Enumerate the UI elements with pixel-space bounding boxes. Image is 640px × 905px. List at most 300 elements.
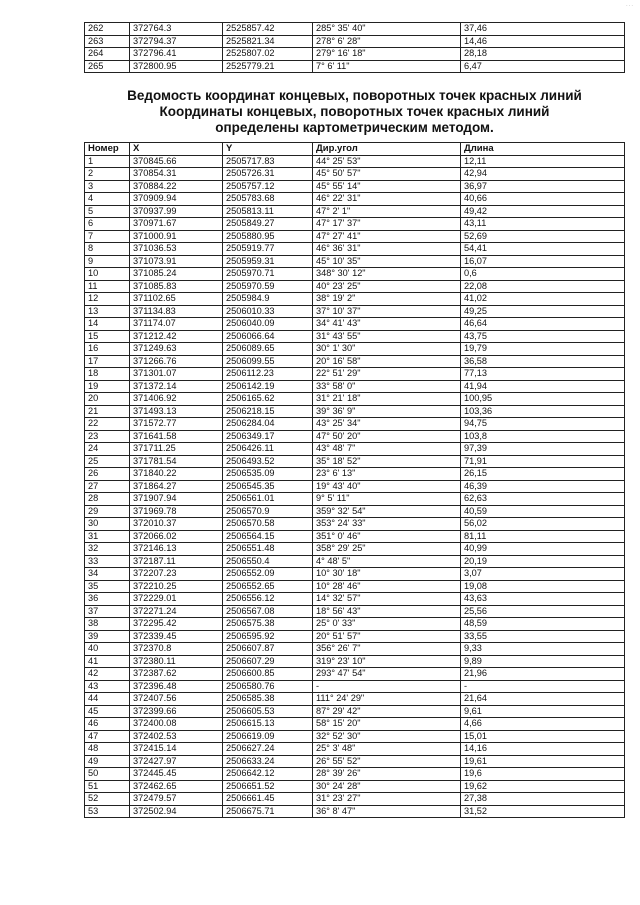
cell-number: 42 bbox=[85, 668, 130, 681]
cell-x: 372396.48 bbox=[130, 680, 223, 693]
cell-length: 81,11 bbox=[461, 530, 625, 543]
cell-x: 372427.97 bbox=[130, 755, 223, 768]
cell-x: 371907.94 bbox=[130, 493, 223, 506]
cell-y: 2505970.59 bbox=[223, 280, 313, 293]
table-row bbox=[85, 593, 625, 606]
cell-angle: - bbox=[313, 680, 461, 693]
cell-length: 28,18 bbox=[461, 48, 625, 61]
cell-length: 56,02 bbox=[461, 518, 625, 531]
cell-angle: 32° 52' 30" bbox=[313, 730, 461, 743]
cell-y: 2506564.15 bbox=[223, 530, 313, 543]
table-row bbox=[85, 355, 625, 368]
table-row bbox=[85, 780, 625, 793]
cell-y: 2506284.04 bbox=[223, 418, 313, 431]
table-row bbox=[85, 668, 625, 681]
cell-number: 33 bbox=[85, 555, 130, 568]
cell-y: 2506040.09 bbox=[223, 318, 313, 331]
cell-y: 2525779.21 bbox=[223, 60, 313, 73]
cell-number: 16 bbox=[85, 343, 130, 356]
cell-y: 2506585.38 bbox=[223, 693, 313, 706]
cell-number: 23 bbox=[85, 430, 130, 443]
cell-length: 77,13 bbox=[461, 368, 625, 381]
cell-y: 2506570.9 bbox=[223, 505, 313, 518]
cell-x: 370971.67 bbox=[130, 218, 223, 231]
cell-x: 372210.25 bbox=[130, 580, 223, 593]
cell-angle: 44° 25' 53" bbox=[313, 155, 461, 168]
cell-y: 2506595.92 bbox=[223, 630, 313, 643]
cell-number: 19 bbox=[85, 380, 130, 393]
cell-x: 372271.24 bbox=[130, 605, 223, 618]
cell-angle: 359° 32' 54" bbox=[313, 505, 461, 518]
cell-angle: 278° 6' 28" bbox=[313, 35, 461, 48]
cell-y: 2506142.19 bbox=[223, 380, 313, 393]
table-row bbox=[85, 218, 625, 231]
cell-angle: 33° 58' 0" bbox=[313, 380, 461, 393]
cell-length: 46,64 bbox=[461, 318, 625, 331]
cell-x: 371073.91 bbox=[130, 255, 223, 268]
cell-x: 371134.83 bbox=[130, 305, 223, 318]
coordinates-table-body bbox=[85, 155, 625, 818]
document-title bbox=[84, 88, 625, 136]
cell-angle: 279° 16' 18" bbox=[313, 48, 461, 61]
cell-number: 35 bbox=[85, 580, 130, 593]
cell-angle: 46° 36' 31" bbox=[313, 243, 461, 256]
cell-angle: 14° 32' 57" bbox=[313, 593, 461, 606]
continued-table bbox=[84, 22, 625, 73]
cell-number: 10 bbox=[85, 268, 130, 281]
cell-y: 2506112.23 bbox=[223, 368, 313, 381]
cell-x: 372400.08 bbox=[130, 718, 223, 731]
table-row bbox=[85, 705, 625, 718]
cell-y: 2506545.35 bbox=[223, 480, 313, 493]
cell-length: 52,69 bbox=[461, 230, 625, 243]
cell-number: 31 bbox=[85, 530, 130, 543]
cell-angle: 285° 35' 40" bbox=[313, 23, 461, 36]
cell-number: 34 bbox=[85, 568, 130, 581]
cell-y: 2506675.71 bbox=[223, 805, 313, 818]
table-row bbox=[85, 805, 625, 818]
cell-number: 3 bbox=[85, 180, 130, 193]
cell-y: 2505919.77 bbox=[223, 243, 313, 256]
table-row bbox=[85, 655, 625, 668]
table-row bbox=[85, 493, 625, 506]
cell-angle: 319° 23' 10" bbox=[313, 655, 461, 668]
cell-number: 22 bbox=[85, 418, 130, 431]
table-row bbox=[85, 718, 625, 731]
cell-y: 2506615.13 bbox=[223, 718, 313, 731]
table-row bbox=[85, 180, 625, 193]
cell-x: 370937.99 bbox=[130, 205, 223, 218]
cell-y: 2506607.87 bbox=[223, 643, 313, 656]
cell-number: 52 bbox=[85, 793, 130, 806]
cell-angle: 45° 55' 14" bbox=[313, 180, 461, 193]
cell-x: 371864.27 bbox=[130, 480, 223, 493]
cell-y: 2505717.83 bbox=[223, 155, 313, 168]
cell-y: 2506426.11 bbox=[223, 443, 313, 456]
cell-number: 12 bbox=[85, 293, 130, 306]
cell-y: 2505959.31 bbox=[223, 255, 313, 268]
cell-angle: 87° 29' 42" bbox=[313, 705, 461, 718]
cell-angle: 35° 18' 52" bbox=[313, 455, 461, 468]
cell-number: 47 bbox=[85, 730, 130, 743]
table-row bbox=[85, 48, 625, 61]
cell-angle: 18° 56' 43" bbox=[313, 605, 461, 618]
page-corner-mark: ... bbox=[625, 2, 634, 8]
cell-y: 2505757.12 bbox=[223, 180, 313, 193]
cell-y: 2525821.34 bbox=[223, 35, 313, 48]
cell-length: 20,19 bbox=[461, 555, 625, 568]
coordinates-table bbox=[84, 142, 625, 818]
cell-angle: 23° 6' 13" bbox=[313, 468, 461, 481]
cell-x: 370845.66 bbox=[130, 155, 223, 168]
cell-x: 372370.8 bbox=[130, 643, 223, 656]
cell-y: 2506493.52 bbox=[223, 455, 313, 468]
cell-length: 4,66 bbox=[461, 718, 625, 731]
cell-y: 2506661.45 bbox=[223, 793, 313, 806]
column-header-number: Номер bbox=[85, 143, 130, 156]
cell-angle: 47° 27' 41" bbox=[313, 230, 461, 243]
cell-number: 36 bbox=[85, 593, 130, 606]
cell-x: 371641.58 bbox=[130, 430, 223, 443]
table-row bbox=[85, 468, 625, 481]
table-row bbox=[85, 280, 625, 293]
cell-length: 9,33 bbox=[461, 643, 625, 656]
cell-number: 6 bbox=[85, 218, 130, 231]
cell-y: 2506619.09 bbox=[223, 730, 313, 743]
cell-y: 2506349.17 bbox=[223, 430, 313, 443]
cell-x: 371781.54 bbox=[130, 455, 223, 468]
table-row bbox=[85, 318, 625, 331]
cell-number: 40 bbox=[85, 643, 130, 656]
cell-x: 371572.77 bbox=[130, 418, 223, 431]
cell-y: 2506551.48 bbox=[223, 543, 313, 556]
cell-angle: 358° 29' 25" bbox=[313, 543, 461, 556]
cell-angle: 25° 0' 33" bbox=[313, 618, 461, 631]
cell-x: 372187.11 bbox=[130, 555, 223, 568]
cell-length: 14,16 bbox=[461, 743, 625, 756]
cell-number: 11 bbox=[85, 280, 130, 293]
cell-x: 370884.22 bbox=[130, 180, 223, 193]
cell-y: 2506550.4 bbox=[223, 555, 313, 568]
cell-length: 100,95 bbox=[461, 393, 625, 406]
cell-number: 26 bbox=[85, 468, 130, 481]
cell-x: 372794.37 bbox=[130, 35, 223, 48]
cell-angle: 47° 2' 1" bbox=[313, 205, 461, 218]
table-row bbox=[85, 305, 625, 318]
cell-x: 372764.3 bbox=[130, 23, 223, 36]
cell-number: 24 bbox=[85, 443, 130, 456]
column-header-angle: Дир.угол bbox=[313, 143, 461, 156]
cell-x: 371266.76 bbox=[130, 355, 223, 368]
cell-y: 2506552.65 bbox=[223, 580, 313, 593]
cell-angle: 10° 30' 18" bbox=[313, 568, 461, 581]
table-row bbox=[85, 243, 625, 256]
table-row bbox=[85, 155, 625, 168]
cell-y: 2506627.24 bbox=[223, 743, 313, 756]
cell-x: 372402.53 bbox=[130, 730, 223, 743]
cell-y: 2505813.11 bbox=[223, 205, 313, 218]
cell-y: 2506561.01 bbox=[223, 493, 313, 506]
cell-y: 2506552.09 bbox=[223, 568, 313, 581]
cell-number: 50 bbox=[85, 768, 130, 781]
cell-x: 371406.92 bbox=[130, 393, 223, 406]
cell-y: 2505984.9 bbox=[223, 293, 313, 306]
cell-angle: 7° 6' 11" bbox=[313, 60, 461, 73]
cell-angle: 34° 41' 43" bbox=[313, 318, 461, 331]
cell-angle: 38° 19' 2" bbox=[313, 293, 461, 306]
cell-y: 2505970.71 bbox=[223, 268, 313, 281]
cell-length: 103,36 bbox=[461, 405, 625, 418]
cell-number: 20 bbox=[85, 393, 130, 406]
cell-length: 40,66 bbox=[461, 193, 625, 206]
cell-number: 4 bbox=[85, 193, 130, 206]
cell-number: 265 bbox=[85, 60, 130, 73]
cell-length: 42,94 bbox=[461, 168, 625, 181]
cell-x: 372207.23 bbox=[130, 568, 223, 581]
cell-length: 27,38 bbox=[461, 793, 625, 806]
cell-length: 49,25 bbox=[461, 305, 625, 318]
cell-y: 2506570.58 bbox=[223, 518, 313, 531]
table-row bbox=[85, 193, 625, 206]
cell-length: 48,59 bbox=[461, 618, 625, 631]
cell-x: 371840.22 bbox=[130, 468, 223, 481]
cell-length: 19,79 bbox=[461, 343, 625, 356]
cell-angle: 31° 21' 18" bbox=[313, 393, 461, 406]
cell-number: 2 bbox=[85, 168, 130, 181]
cell-y: 2506642.12 bbox=[223, 768, 313, 781]
cell-length: 6,47 bbox=[461, 60, 625, 73]
table-row bbox=[85, 630, 625, 643]
cell-angle: 40° 23' 25" bbox=[313, 280, 461, 293]
cell-x: 372295.42 bbox=[130, 618, 223, 631]
cell-number: 43 bbox=[85, 680, 130, 693]
title-line-2: Координаты концевых, поворотных точек красных линий bbox=[159, 104, 550, 119]
cell-y: 2506633.24 bbox=[223, 755, 313, 768]
cell-x: 371249.63 bbox=[130, 343, 223, 356]
cell-length: 26,15 bbox=[461, 468, 625, 481]
table-row bbox=[85, 643, 625, 656]
cell-y: 2506605.53 bbox=[223, 705, 313, 718]
column-header-x: X bbox=[130, 143, 223, 156]
cell-y: 2506089.65 bbox=[223, 343, 313, 356]
cell-angle: 293° 47' 54" bbox=[313, 668, 461, 681]
cell-length: 31,52 bbox=[461, 805, 625, 818]
table-row bbox=[85, 543, 625, 556]
cell-x: 371372.14 bbox=[130, 380, 223, 393]
table-row bbox=[85, 755, 625, 768]
cell-x: 372229.01 bbox=[130, 593, 223, 606]
cell-y: 2506099.55 bbox=[223, 355, 313, 368]
cell-angle: 43° 25' 34" bbox=[313, 418, 461, 431]
cell-angle: 10° 28' 46" bbox=[313, 580, 461, 593]
cell-number: 15 bbox=[85, 330, 130, 343]
cell-length: 0,6 bbox=[461, 268, 625, 281]
cell-angle: 47° 50' 20" bbox=[313, 430, 461, 443]
table-row bbox=[85, 380, 625, 393]
cell-length: 103,8 bbox=[461, 430, 625, 443]
cell-angle: 45° 10' 35" bbox=[313, 255, 461, 268]
table-row bbox=[85, 443, 625, 456]
cell-length: 97,39 bbox=[461, 443, 625, 456]
table-row bbox=[85, 530, 625, 543]
cell-angle: 37° 10' 37" bbox=[313, 305, 461, 318]
table-row bbox=[85, 23, 625, 36]
cell-length: 16,07 bbox=[461, 255, 625, 268]
table-row bbox=[85, 405, 625, 418]
table-row bbox=[85, 418, 625, 431]
cell-length: 49,42 bbox=[461, 205, 625, 218]
cell-x: 371036.53 bbox=[130, 243, 223, 256]
cell-x: 371212.42 bbox=[130, 330, 223, 343]
cell-number: 9 bbox=[85, 255, 130, 268]
cell-number: 46 bbox=[85, 718, 130, 731]
cell-length: 19,08 bbox=[461, 580, 625, 593]
cell-y: 2506651.52 bbox=[223, 780, 313, 793]
cell-x: 370909.94 bbox=[130, 193, 223, 206]
cell-number: 21 bbox=[85, 405, 130, 418]
table-row bbox=[85, 505, 625, 518]
cell-x: 372502.94 bbox=[130, 805, 223, 818]
table-row bbox=[85, 480, 625, 493]
cell-number: 28 bbox=[85, 493, 130, 506]
cell-y: 2506066.64 bbox=[223, 330, 313, 343]
column-header-y: Y bbox=[223, 143, 313, 156]
column-header-length: Длина bbox=[461, 143, 625, 156]
cell-x: 372380.11 bbox=[130, 655, 223, 668]
cell-x: 371102.65 bbox=[130, 293, 223, 306]
table-row bbox=[85, 605, 625, 618]
cell-number: 262 bbox=[85, 23, 130, 36]
cell-number: 13 bbox=[85, 305, 130, 318]
cell-number: 5 bbox=[85, 205, 130, 218]
cell-length: 40,59 bbox=[461, 505, 625, 518]
cell-length: 19,62 bbox=[461, 780, 625, 793]
cell-length: 14,46 bbox=[461, 35, 625, 48]
cell-angle: 26° 55' 52" bbox=[313, 755, 461, 768]
table-row bbox=[85, 730, 625, 743]
cell-x: 372800.95 bbox=[130, 60, 223, 73]
cell-number: 48 bbox=[85, 743, 130, 756]
cell-number: 17 bbox=[85, 355, 130, 368]
cell-number: 41 bbox=[85, 655, 130, 668]
cell-x: 371000.91 bbox=[130, 230, 223, 243]
cell-length: 33,55 bbox=[461, 630, 625, 643]
cell-number: 51 bbox=[85, 780, 130, 793]
table-row bbox=[85, 230, 625, 243]
cell-number: 1 bbox=[85, 155, 130, 168]
table-row bbox=[85, 518, 625, 531]
cell-y: 2506218.15 bbox=[223, 405, 313, 418]
table-row bbox=[85, 555, 625, 568]
table-row bbox=[85, 430, 625, 443]
cell-number: 27 bbox=[85, 480, 130, 493]
cell-length: 9,89 bbox=[461, 655, 625, 668]
cell-length: 46,39 bbox=[461, 480, 625, 493]
cell-length: 43,11 bbox=[461, 218, 625, 231]
cell-length: 36,58 bbox=[461, 355, 625, 368]
table-row bbox=[85, 393, 625, 406]
cell-length: 21,96 bbox=[461, 668, 625, 681]
cell-number: 264 bbox=[85, 48, 130, 61]
cell-x: 371301.07 bbox=[130, 368, 223, 381]
cell-angle: 19° 43' 40" bbox=[313, 480, 461, 493]
cell-x: 371085.83 bbox=[130, 280, 223, 293]
cell-x: 372010.37 bbox=[130, 518, 223, 531]
cell-angle: 36° 8' 47" bbox=[313, 805, 461, 818]
cell-y: 2525857.42 bbox=[223, 23, 313, 36]
cell-y: 2506010.33 bbox=[223, 305, 313, 318]
cell-x: 372399.66 bbox=[130, 705, 223, 718]
table-row bbox=[85, 768, 625, 781]
cell-angle: 22° 51' 29" bbox=[313, 368, 461, 381]
cell-y: 2506580.76 bbox=[223, 680, 313, 693]
cell-number: 30 bbox=[85, 518, 130, 531]
cell-angle: 111° 24' 29" bbox=[313, 693, 461, 706]
continued-table-body bbox=[85, 23, 625, 73]
cell-x: 372387.62 bbox=[130, 668, 223, 681]
cell-y: 2506575.38 bbox=[223, 618, 313, 631]
cell-number: 38 bbox=[85, 618, 130, 631]
cell-angle: 39° 36' 9" bbox=[313, 405, 461, 418]
table-row bbox=[85, 680, 625, 693]
cell-length: 9,61 bbox=[461, 705, 625, 718]
cell-y: 2505849.27 bbox=[223, 218, 313, 231]
table-row bbox=[85, 568, 625, 581]
cell-y: 2506567.08 bbox=[223, 605, 313, 618]
cell-length: 41,02 bbox=[461, 293, 625, 306]
cell-number: 18 bbox=[85, 368, 130, 381]
table-row bbox=[85, 343, 625, 356]
cell-number: 29 bbox=[85, 505, 130, 518]
cell-length: 36,97 bbox=[461, 180, 625, 193]
table-row bbox=[85, 168, 625, 181]
cell-angle: 20° 51' 57" bbox=[313, 630, 461, 643]
cell-length: 43,75 bbox=[461, 330, 625, 343]
cell-x: 371085.24 bbox=[130, 268, 223, 281]
table-row bbox=[85, 455, 625, 468]
cell-number: 37 bbox=[85, 605, 130, 618]
table-row bbox=[85, 618, 625, 631]
cell-number: 8 bbox=[85, 243, 130, 256]
cell-angle: 31° 43' 55" bbox=[313, 330, 461, 343]
cell-x: 372445.45 bbox=[130, 768, 223, 781]
table-row bbox=[85, 293, 625, 306]
cell-angle: 58° 15' 20" bbox=[313, 718, 461, 731]
cell-number: 49 bbox=[85, 755, 130, 768]
cell-length: 37,46 bbox=[461, 23, 625, 36]
cell-y: 2506165.62 bbox=[223, 393, 313, 406]
cell-x: 371493.13 bbox=[130, 405, 223, 418]
cell-number: 7 bbox=[85, 230, 130, 243]
cell-number: 32 bbox=[85, 543, 130, 556]
cell-angle: 46° 22' 31" bbox=[313, 193, 461, 206]
cell-length: 94,75 bbox=[461, 418, 625, 431]
cell-number: 39 bbox=[85, 630, 130, 643]
cell-y: 2506535.09 bbox=[223, 468, 313, 481]
cell-y: 2506600.85 bbox=[223, 668, 313, 681]
table-row bbox=[85, 693, 625, 706]
cell-x: 370854.31 bbox=[130, 168, 223, 181]
cell-length: 40,99 bbox=[461, 543, 625, 556]
cell-x: 371969.78 bbox=[130, 505, 223, 518]
cell-length: 21,64 bbox=[461, 693, 625, 706]
cell-x: 372796.41 bbox=[130, 48, 223, 61]
cell-length: 19,6 bbox=[461, 768, 625, 781]
table-row bbox=[85, 255, 625, 268]
cell-y: 2525807.02 bbox=[223, 48, 313, 61]
table-row bbox=[85, 330, 625, 343]
cell-number: 263 bbox=[85, 35, 130, 48]
